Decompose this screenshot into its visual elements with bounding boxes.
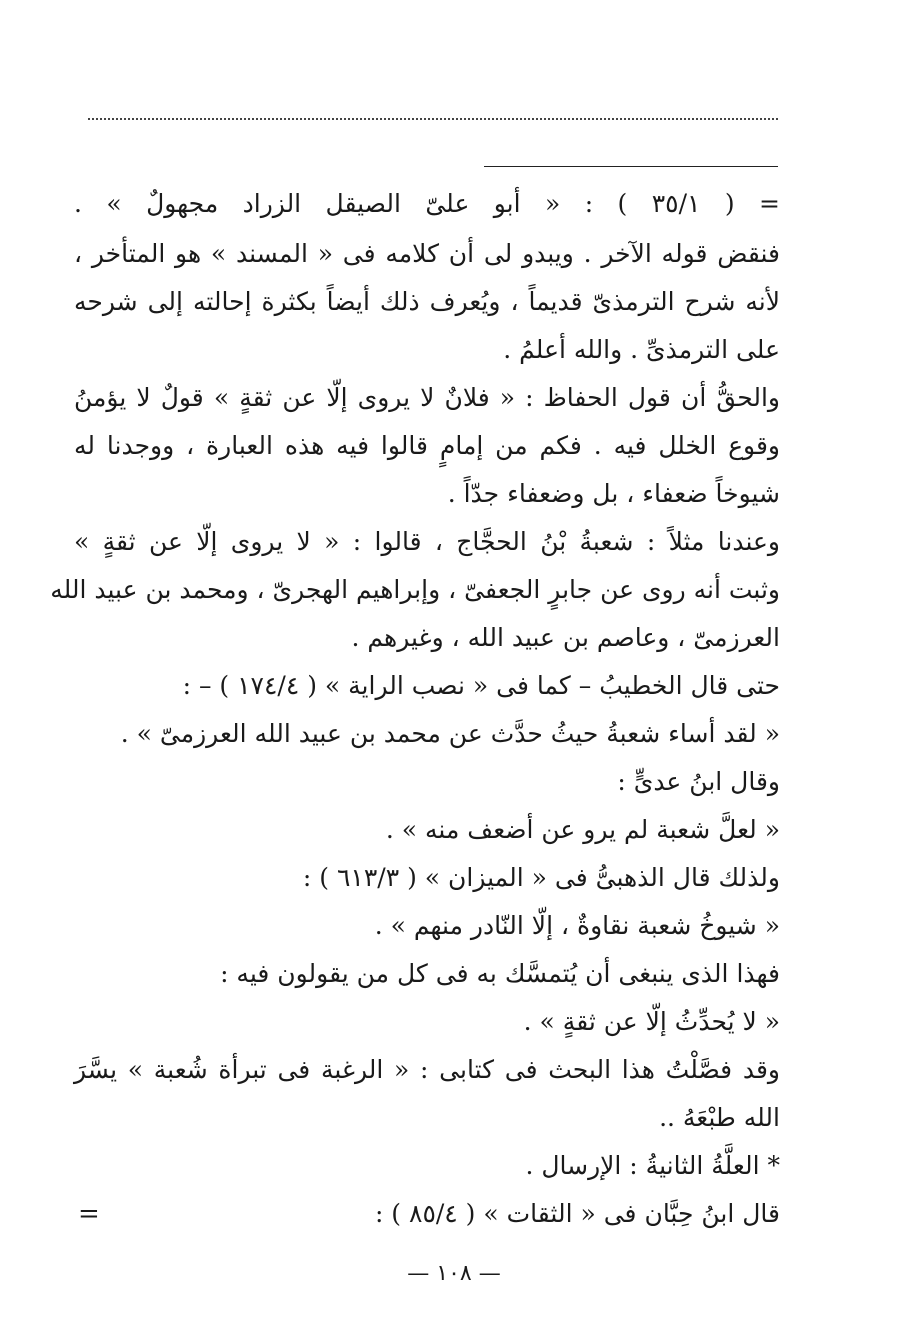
- body-line: العرزمىّ ، وعاصم بن عبيد الله ، وغيرهم .: [351, 623, 780, 652]
- footnote-continuation: = ( ٣٥/١ ) : « أبو علىّ الصيقل الزراد مجهولٌ » .: [74, 189, 780, 218]
- quotation-line: « لعلَّ شعبة لم يرو عن أضعف منه » .: [385, 815, 780, 844]
- body-line: فهذا الذى ينبغى أن يُتمسَّك به فى كل من يقولون فيه :: [220, 959, 780, 988]
- body-line: وعندنا مثلاً : شعبةُ بْنُ الحجَّاج ، قالوا : « لا يروى إلّا عن ثقةٍ »: [74, 527, 780, 556]
- quotation-line: « لا يُحدِّثُ إلّا عن ثقةٍ » .: [523, 1007, 780, 1036]
- body-line: قال ابنُ حِبَّان فى « الثقات » ( ٨٥/٤ ) :: [374, 1199, 780, 1228]
- dotted-separator: [88, 118, 778, 120]
- body-line: والحقُّ أن قول الحفاظ : « فلانٌ لا يروى إلّا عن ثقةٍ » قولٌ لا يؤمنُ: [74, 383, 780, 412]
- body-line: وقال ابنُ عدىٍّ :: [617, 767, 780, 796]
- body-line: ولذلك قال الذهبىُّ فى « الميزان » ( ٦١٣/٣ ) :: [302, 863, 780, 892]
- body-line: على الترمذىِّ . والله أعلمُ .: [503, 335, 780, 364]
- body-line: الله طبْعَهُ ..: [659, 1103, 780, 1132]
- quotation-line: « لقد أساء شعبةُ حيثُ حدَّث عن محمد بن عبيد الله العرزمىّ » .: [120, 719, 780, 748]
- section-heading: * العلَّةُ الثانيةُ : الإرسال .: [525, 1151, 780, 1180]
- page-number: — ١٠٨ —: [407, 1261, 501, 1286]
- body-line: وثبت أنه روى عن جابرٍ الجعفىّ ، وإبراهيم الهجرىّ ، ومحمد بن عبيد الله: [50, 575, 780, 604]
- body-line: شيوخاً ضعفاء ، بل وضعفاء جدّاً .: [447, 479, 780, 508]
- body-line: حتى قال الخطيبُ – كما فى « نصب الراية » ( ١٧٤/٤ ) – :: [182, 671, 780, 700]
- body-line: لأنه شرح الترمذىّ قديماً ، ويُعرف ذلك أيضاً بكثرة إحالته إلى شرحه: [74, 287, 780, 316]
- footnote-rule: [484, 166, 778, 167]
- body-line: وقوع الخلل فيه . فكم من إمامٍ قالوا فيه هذه العبارة ، ووجدنا له: [74, 431, 780, 460]
- body-line: فنقض قوله الآخر . ويبدو لى أن كلامه فى « المسند » هو المتأخر ،: [74, 239, 780, 268]
- body-line: وقد فصَّلْتُ هذا البحث فى كتابى : « الرغبة فى تبرأة شُعبة » يسَّرَ: [74, 1055, 780, 1084]
- continuation-mark: =: [78, 1199, 100, 1229]
- quotation-line: « شيوخُ شعبة نقاوةٌ ، إلّا النّادر منهم » .: [374, 911, 780, 940]
